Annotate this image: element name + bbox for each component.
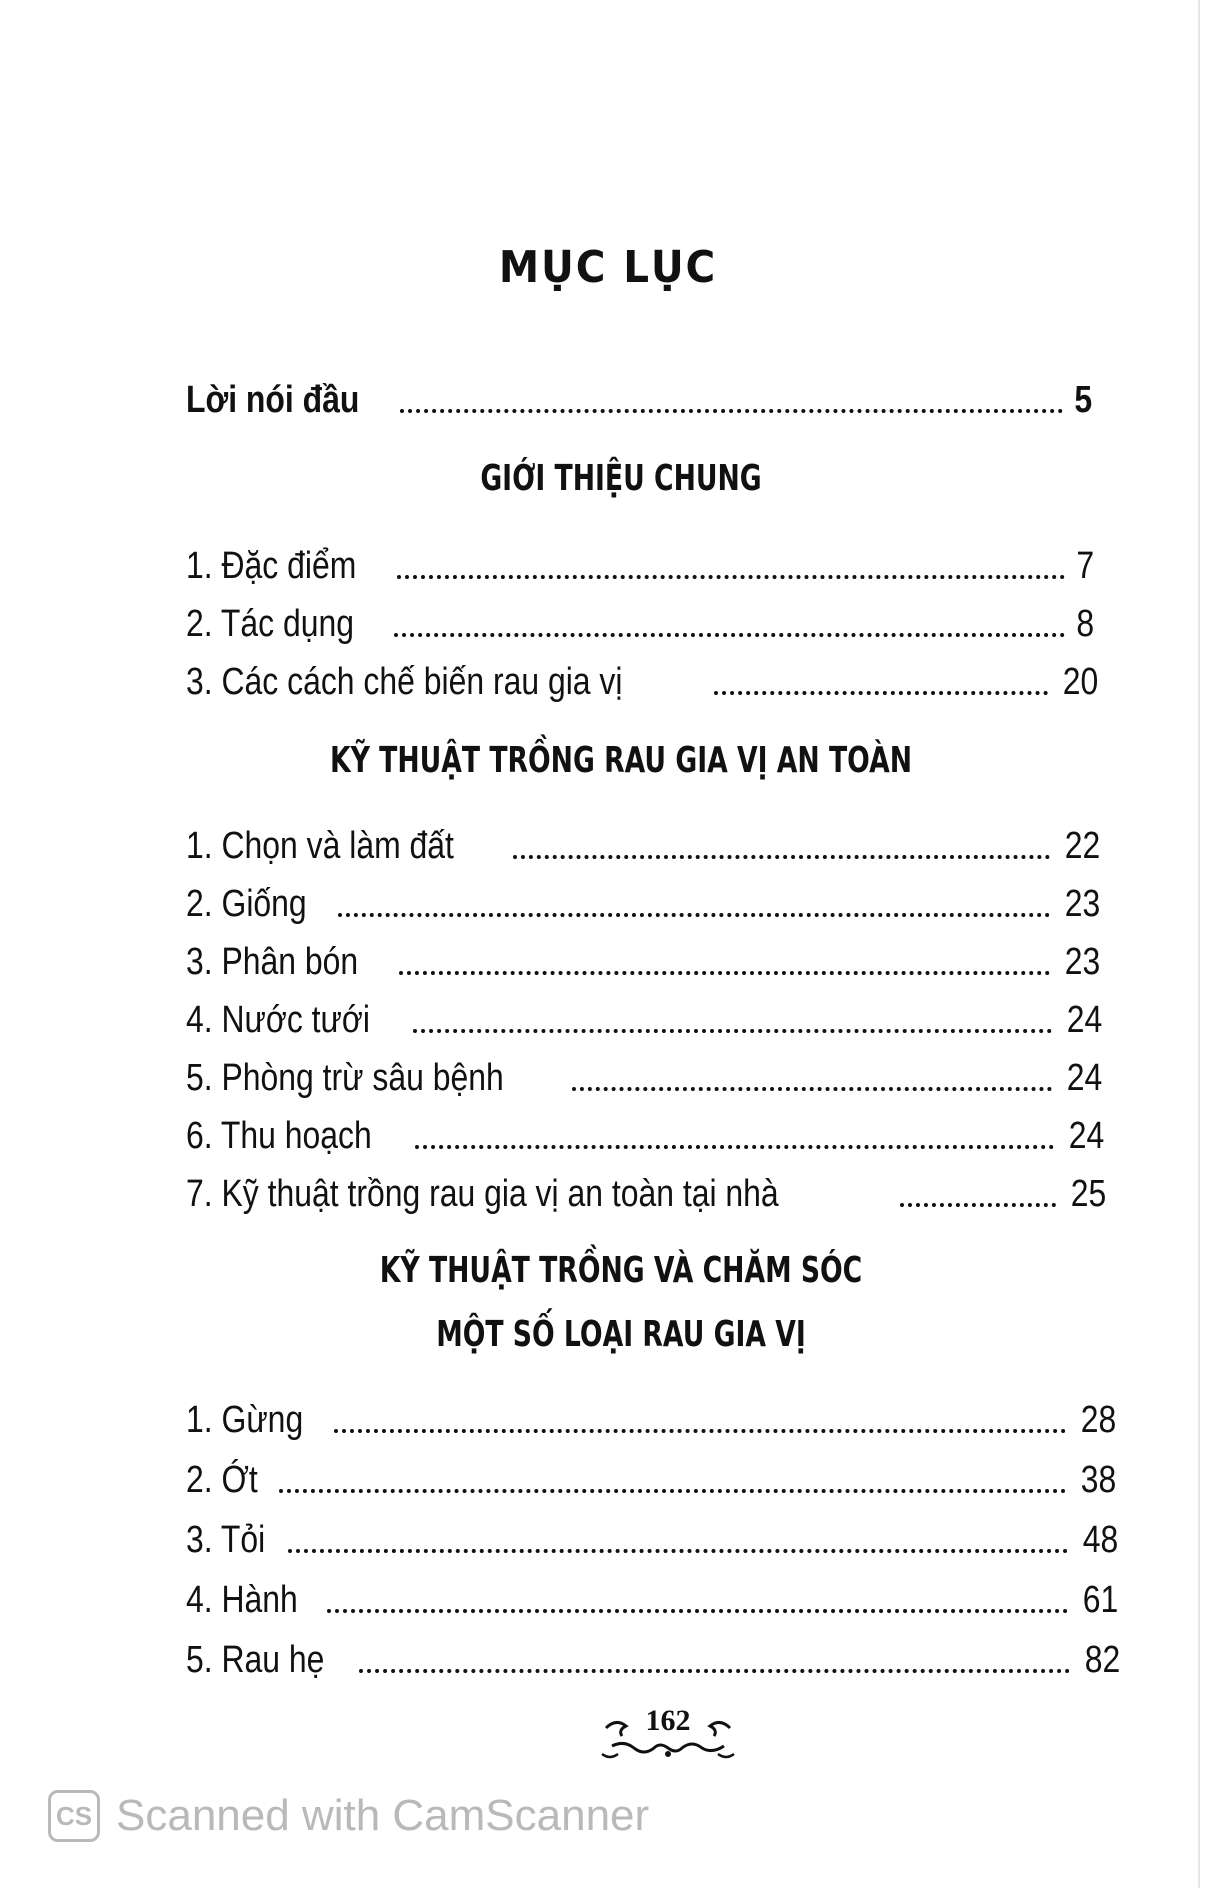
toc-label: 3. Tỏi — [186, 1519, 266, 1561]
dot-leader — [415, 1145, 1054, 1149]
section-heading: KỸ THUẬT TRỒNG RAU GIA VỊ AN TOÀN — [329, 740, 913, 781]
toc-page-number: 22 — [1064, 825, 1100, 867]
toc-page-number: 48 — [1082, 1519, 1118, 1561]
toc-page-number: 5 — [1074, 379, 1092, 421]
page-folio — [598, 1704, 738, 1764]
toc-page-number: 20 — [1062, 661, 1098, 703]
toc-label: 1. Gừng — [186, 1399, 304, 1441]
dot-leader — [397, 575, 1065, 579]
toc-label: 5. Phòng trừ sâu bệnh — [186, 1057, 504, 1099]
toc-page-number: 61 — [1082, 1579, 1118, 1621]
toc-row[interactable] — [186, 602, 1094, 646]
toc-row[interactable] — [186, 824, 1100, 868]
toc-page-number: 23 — [1064, 883, 1100, 925]
dot-leader — [288, 1549, 1067, 1553]
toc-row[interactable] — [186, 1056, 1102, 1100]
dot-leader — [513, 855, 1050, 859]
toc-row[interactable] — [186, 1172, 1106, 1216]
toc-label: 4. Hành — [186, 1579, 298, 1621]
dot-leader — [327, 1609, 1068, 1613]
dot-leader — [413, 1029, 1052, 1033]
folio-number: 162 — [645, 1704, 691, 1737]
toc-label: 3. Các cách chế biến rau gia vị — [186, 661, 623, 703]
toc-row[interactable] — [186, 1638, 1120, 1682]
toc-label: 4. Nước tưới — [186, 999, 370, 1041]
section-heading: KỸ THUẬT TRỒNG VÀ CHĂM SÓC — [379, 1250, 863, 1291]
toc-label: 2. Tác dụng — [186, 603, 355, 645]
toc-row-intro[interactable] — [186, 378, 1092, 422]
page-title: MỤC LỤC — [498, 242, 718, 293]
toc-label: Lời nói đầu — [186, 379, 360, 421]
toc-page-number: 24 — [1066, 1057, 1102, 1099]
toc-label: 5. Rau hẹ — [186, 1639, 325, 1681]
toc-page-number: 25 — [1070, 1173, 1106, 1215]
toc-label: 2. Ớt — [186, 1459, 258, 1501]
dot-leader — [399, 971, 1050, 975]
dot-leader — [359, 1669, 1070, 1673]
toc-row[interactable] — [186, 998, 1102, 1042]
toc-row[interactable] — [186, 660, 1098, 704]
toc-label: 2. Giống — [186, 883, 307, 925]
toc-row[interactable] — [186, 1114, 1104, 1158]
dot-leader — [572, 1087, 1051, 1091]
toc-page-number: 23 — [1064, 941, 1100, 983]
section-heading: MỘT SỐ LOẠI RAU GIA VỊ — [436, 1314, 806, 1355]
toc-row[interactable] — [186, 1398, 1116, 1442]
toc-label: 7. Kỹ thuật trồng rau gia vị an toàn tại nhà — [186, 1173, 779, 1215]
toc-row[interactable] — [186, 1518, 1118, 1562]
page-edge-line — [1198, 0, 1200, 1888]
toc-row[interactable] — [186, 940, 1100, 984]
scanner-watermark — [48, 1790, 649, 1842]
toc-page-number: 28 — [1080, 1399, 1116, 1441]
dot-leader — [338, 913, 1050, 917]
toc-page-number: 24 — [1066, 999, 1102, 1041]
dot-leader — [900, 1203, 1056, 1207]
dot-leader — [400, 409, 1062, 413]
toc-row[interactable] — [186, 1578, 1118, 1622]
toc-label: 1. Đặc điểm — [186, 545, 357, 587]
dot-leader — [279, 1489, 1065, 1493]
toc-page-number: 7 — [1076, 545, 1094, 587]
toc-page-number: 38 — [1080, 1459, 1116, 1501]
toc-row[interactable] — [186, 1458, 1116, 1502]
scanner-watermark-text: Scanned with CamScanner — [116, 1791, 650, 1840]
toc-label: 1. Chọn và làm đất — [186, 825, 454, 867]
toc-page-number: 24 — [1068, 1115, 1104, 1157]
toc-row[interactable] — [186, 882, 1100, 926]
camscanner-logo-icon: CS — [48, 1790, 100, 1842]
toc-label: 6. Thu hoạch — [186, 1115, 372, 1157]
toc-page-number: 82 — [1084, 1639, 1120, 1681]
section-heading: GIỚI THIỆU CHUNG — [480, 458, 762, 499]
toc-label: 3. Phân bón — [186, 941, 359, 983]
dot-leader — [334, 1429, 1066, 1433]
toc-row[interactable] — [186, 544, 1094, 588]
dot-leader — [714, 691, 1048, 695]
dot-leader — [394, 633, 1065, 637]
toc-page-number: 8 — [1076, 603, 1094, 645]
